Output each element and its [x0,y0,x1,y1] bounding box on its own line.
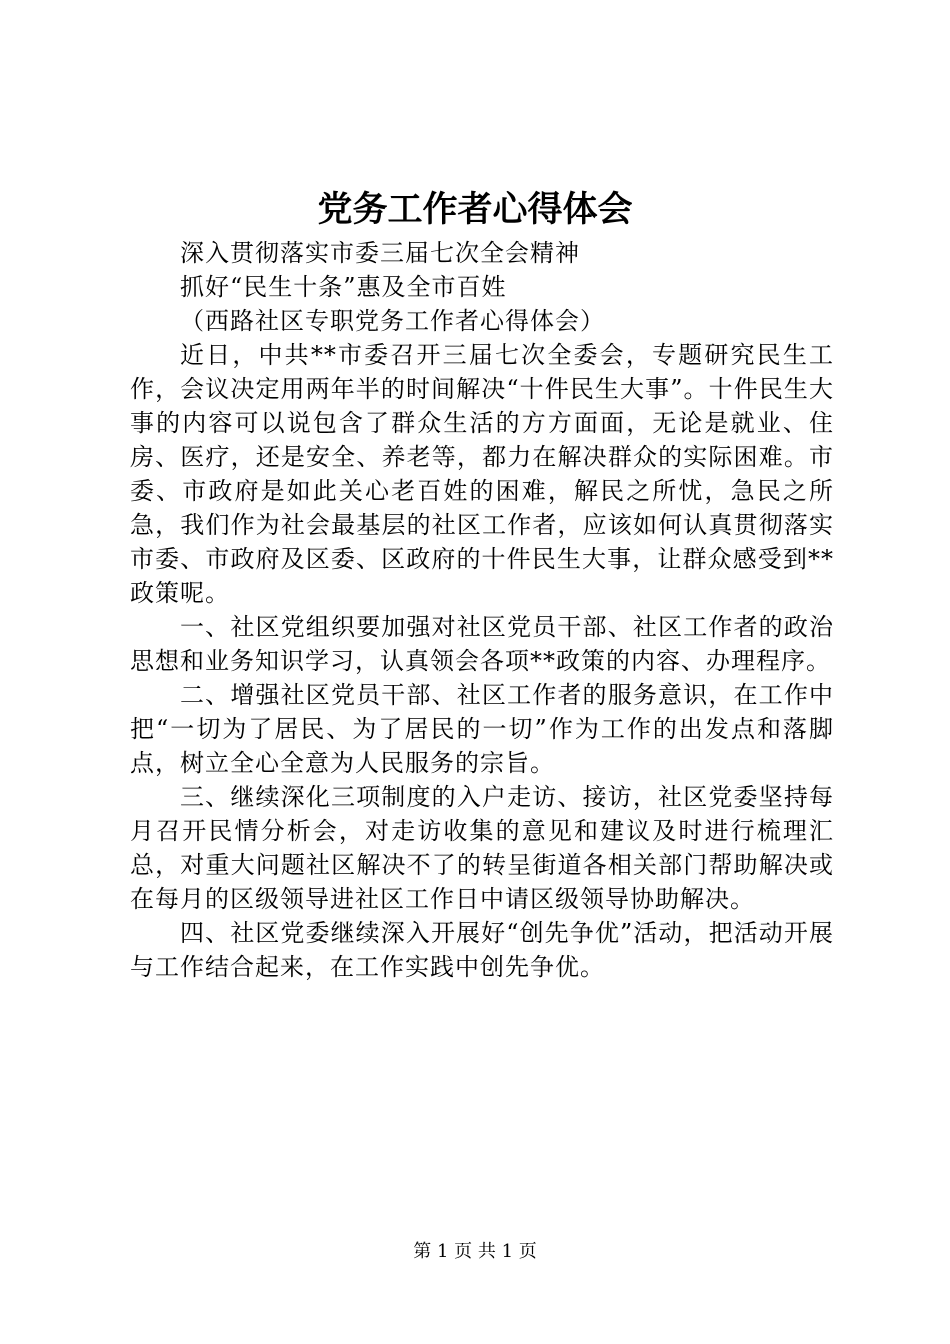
subtitle-line-1: 深入贯彻落实市委三届七次全会精神 [180,239,580,267]
document-body [130,236,834,984]
subtitle-line-2: 抓好“民生十条”惠及全市百姓 [180,273,507,301]
paragraph-point-1: 一、社区党组织要加强对社区党员干部、社区工作者的政治思想和业务知识学习，认真领会各项**政策的内容、办理程序。 [130,613,834,675]
paragraph-intro: 近日，中共**市委召开三届七次全委会，专题研究民生工作，会议决定用两年半的时间解决“十件民生大事”。十件民生大事的内容可以说包含了群众生活的方方面面，无论是就业、住房、医疗，还是安全、养老等，都力在解决群众的实际困难。市委、市政府是如此关心老百姓的困难，解民之所忧，急民之所急，我们作为社会最基层的社区工作者，应该如何认真贯彻落实市委、市政府及区委、区政府的十件民生大事，让群众感受到**政策呢。 [130,341,834,607]
paragraph-point-3: 三、继续深化三项制度的入户走访、接访，社区党委坚持每月召开民情分析会，对走访收集的意见和建议及时进行梳理汇总，对重大问题社区解决不了的转呈街道各相关部门帮助解决或在每月的区级领导进社区工作日中请区级领导协助解决。 [130,783,834,913]
paragraph-point-4: 四、社区党委继续深入开展好“创先争优”活动，把活动开展与工作结合起来，在工作实践中创先争优。 [130,919,834,981]
subtitle-line-3: （西路社区专职党务工作者心得体会） [180,307,605,335]
page-footer: 第 1 页 共 1 页 [413,1241,537,1262]
document-title: 党务工作者心得体会 [317,189,633,230]
paragraph-point-2: 二、增强社区党员干部、社区工作者的服务意识，在工作中把“一切为了居民、为了居民的一切”作为工作的出发点和落脚点，树立全心全意为人民服务的宗旨。 [130,681,834,777]
